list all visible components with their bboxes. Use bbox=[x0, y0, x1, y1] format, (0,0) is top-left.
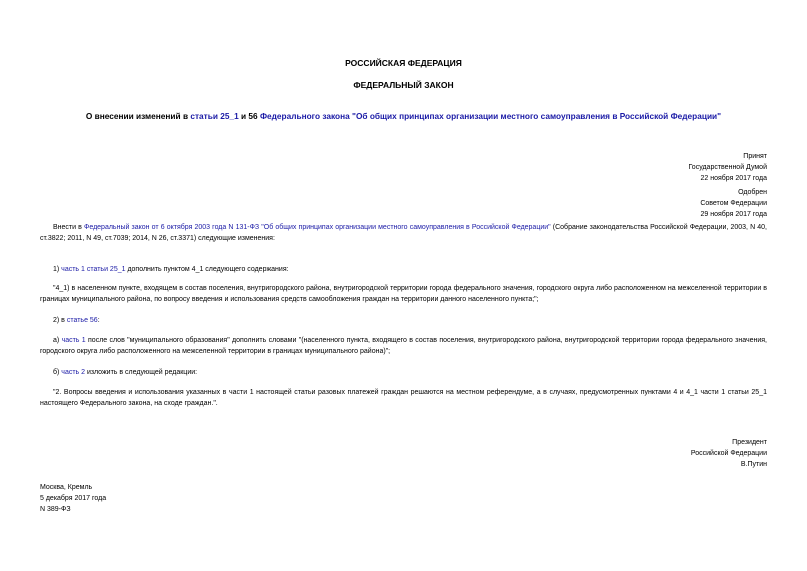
paragraph-item-2a bbox=[40, 335, 767, 357]
paragraph-intro bbox=[40, 222, 767, 244]
title-link-article-25-1[interactable]: статьи 25_1 bbox=[190, 111, 239, 121]
link-federal-law-131[interactable]: Федеральный закон от 6 октября 2003 года N 131-ФЗ "Об общих принципах организации местного самоуправления в Российской Федерации" bbox=[84, 224, 551, 231]
signature-block bbox=[691, 437, 767, 470]
adopted-line-2: Государственной Думой bbox=[688, 164, 767, 171]
title-middle: и 56 bbox=[238, 111, 260, 121]
signature-line-2: Российской Федерации bbox=[690, 450, 767, 457]
p4-post: : bbox=[97, 317, 100, 324]
p6-pre: б) bbox=[53, 369, 62, 376]
p2-post: дополнить пунктом 4_1 следующего содержания: bbox=[125, 266, 289, 273]
footer-block bbox=[40, 482, 106, 515]
paragraph-item-1 bbox=[40, 264, 767, 275]
adopted-line-3: 22 ноября 2017 года bbox=[700, 175, 767, 182]
footer-number: N 389-ФЗ bbox=[40, 506, 71, 513]
p4-pre: 2) в bbox=[53, 317, 67, 324]
title-link-federal-law[interactable]: Федерального закона "Об общих принципах организации местного самоуправления в Российской Федерации" bbox=[259, 111, 722, 121]
p2-pre: 1) bbox=[53, 266, 62, 273]
paragraph-quote-4-1: "4_1) в населенном пункте, входящем в состав поселения, внутригородского района, внутригородской территории города федерального значения, городского округа либо расположенном на межселенной территории в границах муниципального района, по вопросу введения и использования средств самообложения граждан на территории данного населенного пункта;"; bbox=[40, 285, 767, 303]
approved-line-2: Советом Федерации bbox=[700, 200, 767, 207]
header-doc-type: ФЕДЕРАЛЬНЫЙ ЗАКОН bbox=[353, 80, 454, 90]
p5-pre: а) bbox=[53, 337, 62, 344]
p6-post: изложить в следующей редакции: bbox=[85, 369, 198, 376]
title-prefix: О внесении изменений в bbox=[85, 111, 191, 121]
header-country: РОССИЙСКАЯ ФЕДЕРАЦИЯ bbox=[345, 58, 462, 68]
link-part-1-article-25-1[interactable]: часть 1 статьи 25_1 bbox=[61, 266, 126, 273]
link-part-1[interactable]: часть 1 bbox=[61, 337, 86, 344]
link-article-56[interactable]: статье 56 bbox=[66, 317, 98, 324]
signature-line-3: В.Путин bbox=[740, 461, 767, 468]
paragraph-item-2 bbox=[40, 315, 767, 326]
approved-block bbox=[700, 187, 767, 220]
paragraph-item-2b bbox=[40, 367, 767, 378]
approved-line-1: Одобрен bbox=[738, 189, 767, 196]
footer-date: 5 декабря 2017 года bbox=[40, 495, 107, 502]
signature-line-1: Президент bbox=[732, 439, 767, 446]
p5-post: после слов "муниципального образования" дополнить словами "(населенного пункта, входящего в состав поселения, внутригородского района, внутригородской территории города федерального значения, городского округа либо расположенного на межселенной территории в границах муниципального района)"; bbox=[40, 337, 767, 355]
adopted-line-1: Принят bbox=[743, 153, 767, 160]
link-part-2[interactable]: часть 2 bbox=[61, 369, 86, 376]
approved-line-3: 29 ноября 2017 года bbox=[700, 211, 767, 218]
law-title bbox=[0, 111, 807, 122]
footer-place: Москва, Кремль bbox=[40, 484, 93, 491]
p1-post: (Собрание законодательства Российской Федерации, 2003, N 40, ст.3822; 2011, N 49, ст.7039; 2014, N 26, ст.3371) следующие изменения: bbox=[40, 224, 768, 242]
paragraph-quote-2: "2. Вопросы введения и использования указанных в части 1 настоящей статьи разовых платежей граждан решаются на местном референдуме, а в случаях, предусмотренных пунктами 4 и 4_1 части 1 статьи 25_1 настоящего Федерального закона, на сходе граждан.". bbox=[40, 389, 767, 407]
p1-pre: Внести в bbox=[53, 224, 85, 231]
adopted-block bbox=[688, 151, 767, 184]
